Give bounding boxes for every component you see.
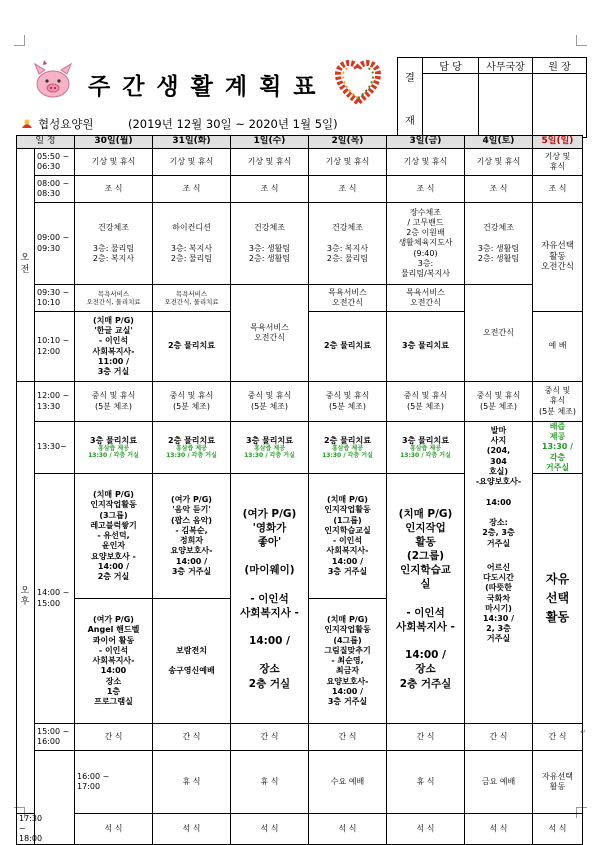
snack-note: 흥삼즙 제공 13:30 / 각층 거실 [322,444,373,459]
activity-cell: 조 식 [75,176,153,203]
activity-cell: 2층 물리치료 [309,312,387,382]
activity-cell: (여가 P/G) '음악 듣기' (팝스 음악) - 김복순, 정희자 요양보호사- 14:00 / 3층 거주실 [153,474,231,599]
day-header: 1일(수) [231,136,309,149]
day-header: 2일(목) [309,136,387,149]
activity-cell: 석 식 [231,813,309,845]
activity-cell: 휴 식 [387,751,465,813]
activity-cell [309,422,387,474]
activity-cell: 목욕서비스 오전간식, 물리치료 [75,285,153,312]
crop-mark-top-right [576,35,587,46]
activity-cell [231,422,309,474]
time-cell: 08:00 ~ 08:30 [35,176,75,203]
activity-cell: 배즙 제공 13:30 / 각층 거주실 [533,422,583,474]
activity-sat-massage: 발마 사지 (204, 304 호실) -요양보호사- 14:00 장소: 2층, 3층 거주실 [475,426,522,548]
day-header: 31일(화) [153,136,231,149]
signature-box[interactable] [479,74,533,138]
col-header-schedule: 일 정 [17,136,75,149]
flower-heart-icon [336,62,380,104]
activity-cell [465,422,533,724]
activity-cell [387,422,465,474]
activity-cell: 석 식 [387,813,465,845]
activity-cell: 간 식 [465,724,533,751]
activity-cell: 간 식 [309,724,387,751]
activity-cell: 조 식 [533,176,583,203]
activity-cell: 오전간식 [465,285,533,382]
time-cell: 15:00 ~ 16:00 [35,724,75,751]
activity-cell: 목욕서비스 오전간식 [231,285,309,382]
activity-cell: 건강체조 3층: 물리팀 2층: 복지사 [75,203,153,285]
activity-cell: (여가 P/G) '영화가 좋아' (마이웨이) - 이인석 사회복지사 - 14:00 / 장소 2층 거실 [231,474,309,724]
activity-cell: 자유선택 활동 오전간식 [533,203,583,312]
activity-cell: 간 식 [75,724,153,751]
activity-cell: (여가 P/G) Angel 핸드벨 콰이어 활동 - 이인석 사회복지사- 14:00 장소 1층 프로그램실 [75,599,153,724]
activity-cell: 석 식 [533,813,583,845]
signature-box[interactable] [423,74,479,138]
time-cell: 12:00 ~ 13:30 [35,382,75,422]
approval-role: 원 장 [533,58,587,74]
activity-cell: 3층 물리치료 [387,312,465,382]
activity-cell: 조 식 [309,176,387,203]
activity-cell: 석 식 [75,813,153,845]
therapy-label: 2층 물리치료 [168,435,215,445]
page-break-arrow-icon: ↵ [580,728,586,736]
activity-cell: 목욕서비스 오전간식, 물리치료 [153,285,231,312]
activity-cell: 중식 및 휴식 (5분 체조) [309,382,387,422]
activity-cell: 보람전치 송구영신예배 [153,599,231,724]
section-morning: 오 전 [17,149,35,382]
activity-cell: (치매 P/G) 인지작업활동 (1그룹) 인지학습교실 - 이인석 사회복지사- 14:00 / 3층 거주실 [309,474,387,599]
day-header: 4일(토) [465,136,533,149]
snack-note: 흥삼즙 제공 13:30 / 각층 거실 [166,444,217,459]
activity-cell: 중식 및 휴식 (5분 체조) [533,382,583,422]
activity-cell: 중식 및 휴식 (5분 체조) [387,382,465,422]
section-evening [35,751,75,845]
activity-cell: 기상 및 휴식 [153,149,231,176]
activity-cell: 금요 예배 [465,751,533,813]
activity-cell: 목욕서비스 오전간식 [309,285,387,312]
activity-cell: 기상 및 휴식 [231,149,309,176]
therapy-label: 2층 물리치료 [324,435,371,445]
day-header-sunday: 5일(일) [533,136,583,149]
day-header: 30일(월) [75,136,153,149]
activity-cell: 간 식 [231,724,309,751]
activity-cell: 간 식 [533,724,583,751]
activity-cell: 기상 및 휴식 [309,149,387,176]
activity-sat-tea: 어르신 다도시간 (따뜻한 국화차 마시기) 14:30 / 2, 3층 거주실 [482,562,515,644]
approval-label-bottom: 재 [405,115,415,127]
flower-icon [20,118,34,130]
time-cell: 14:00 ~ 15:00 [35,474,75,724]
time-cell: 10:10 ~ 12:00 [35,312,75,382]
activity-cell: 하이컨디션 3층: 복지사 2층: 물리팀 [153,203,231,285]
activity-cell: 중식 및 휴식 (5분 체조) [75,382,153,422]
approval-label [398,58,423,138]
activity-cell: 간 식 [387,724,465,751]
activity-cell: 목욕서비스 오전간식 [387,285,465,312]
section-afternoon: 오 후 [17,382,35,814]
page-title: 주간생활계획표 [88,74,328,100]
therapy-label: 3층 물리치료 [402,435,449,445]
activity-cell: 조 식 [465,176,533,203]
activity-cell: 장수체조 / 고무밴드 2층 이원배 생활체육지도사 (9:40) 3층: 물리팀/복지사 [387,203,465,285]
day-header: 3일(금) [387,136,465,149]
activity-cell [75,422,153,474]
crop-mark-top-left [14,35,25,46]
activity-cell: 조 식 [231,176,309,203]
weekly-schedule-table [16,135,583,845]
approval-role: 사무국장 [479,58,533,74]
activity-cell: 조 식 [387,176,465,203]
activity-cell: 건강체조 3층: 생활팀 2층: 생활팀 [465,203,533,285]
activity-cell: 기상 및 휴식 [75,149,153,176]
activity-cell: 중식 및 휴식 (5분 체조) [465,382,533,422]
activity-cell: 간 식 [153,724,231,751]
activity-cell: 중식 및 휴식 (5분 체조) [231,382,309,422]
activity-cell: 석 식 [153,813,231,845]
therapy-label: 3층 물리치료 [246,435,293,445]
time-cell: 13:30~ [35,422,75,474]
snack-note: 흥삼즙 제공 13:30 / 각층 거실 [400,444,451,459]
approval-label-top: 결 [405,72,415,84]
approval-box [397,57,587,138]
activity-cell: (치매 P/G) '한글 교실' - 이인석 사회복지사- 11:00 / 3층 거실 [75,312,153,382]
activity-cell: 기상 및 휴식 [533,149,583,176]
activity-cell: 조 식 [153,176,231,203]
activity-cell: 자유 선택 활동 [533,474,583,724]
snack-note: 흥삼즙 제공 13:30 / 각층 거실 [244,444,295,459]
activity-cell: 기상 및 휴식 [465,149,533,176]
activity-cell: 자유선택 활동 [533,751,583,813]
activity-cell: 건강체조 3층: 복지사 2층: 물리팀 [309,203,387,285]
time-cell: 09:00 ~ 09:30 [35,203,75,285]
approval-role: 담 당 [423,58,479,74]
activity-cell: (치매 P/G) 인지작업활동 (3그룹) 레고블럭쌓기 - 유선덕, 윤인자 요양보호사 - 14:00 / 2층 거실 [75,474,153,599]
activity-cell: 수요 예배 [309,751,387,813]
activity-cell: (치매 P/G) 인지작업 활동 (2그룹) 인지학습교 실 - 이인석 사회복지사 - 14:00 / 장소 2층 거주실 [387,474,465,724]
activity-cell: 기상 및 휴식 [387,149,465,176]
organization [20,116,94,132]
snack-note: 흥삼즙 제공 13:30 / 각층 거실 [88,444,139,459]
activity-cell: 예 배 [533,312,583,382]
time-cell: 09:30 ~ 10:10 [35,285,75,312]
activity-cell: 2층 물리치료 [153,312,231,382]
activity-cell: 휴 식 [153,751,231,813]
time-cell: 16:00 ~ 17:00 [75,751,153,813]
activity-cell: (치매 P/G) 인지작업활동 (4그룹) 그림질맞추기 - 최순영, 최금자 요양보호사- 14:00 / 3층 거주실 [309,599,387,724]
organization-name: 협성요양원 [38,117,94,131]
time-cell: 17:30 ~ 18:00 [17,813,35,845]
activity-cell: 건강체조 3층: 생활팀 2층: 생활팀 [231,203,309,285]
time-cell: 05:50 ~ 06:30 [35,149,75,176]
activity-cell: 석 식 [309,813,387,845]
pig-mascot-icon [30,56,76,102]
signature-box[interactable] [533,74,587,138]
activity-cell: 휴 식 [231,751,309,813]
activity-cell: 석 식 [465,813,533,845]
activity-cell [153,422,231,474]
therapy-label: 3층 물리치료 [90,435,137,445]
activity-cell: 중식 및 휴식 (5분 체조) [153,382,231,422]
schedule-period: (2019년 12월 30일 ~ 2020년 1월 5일) [128,117,338,131]
